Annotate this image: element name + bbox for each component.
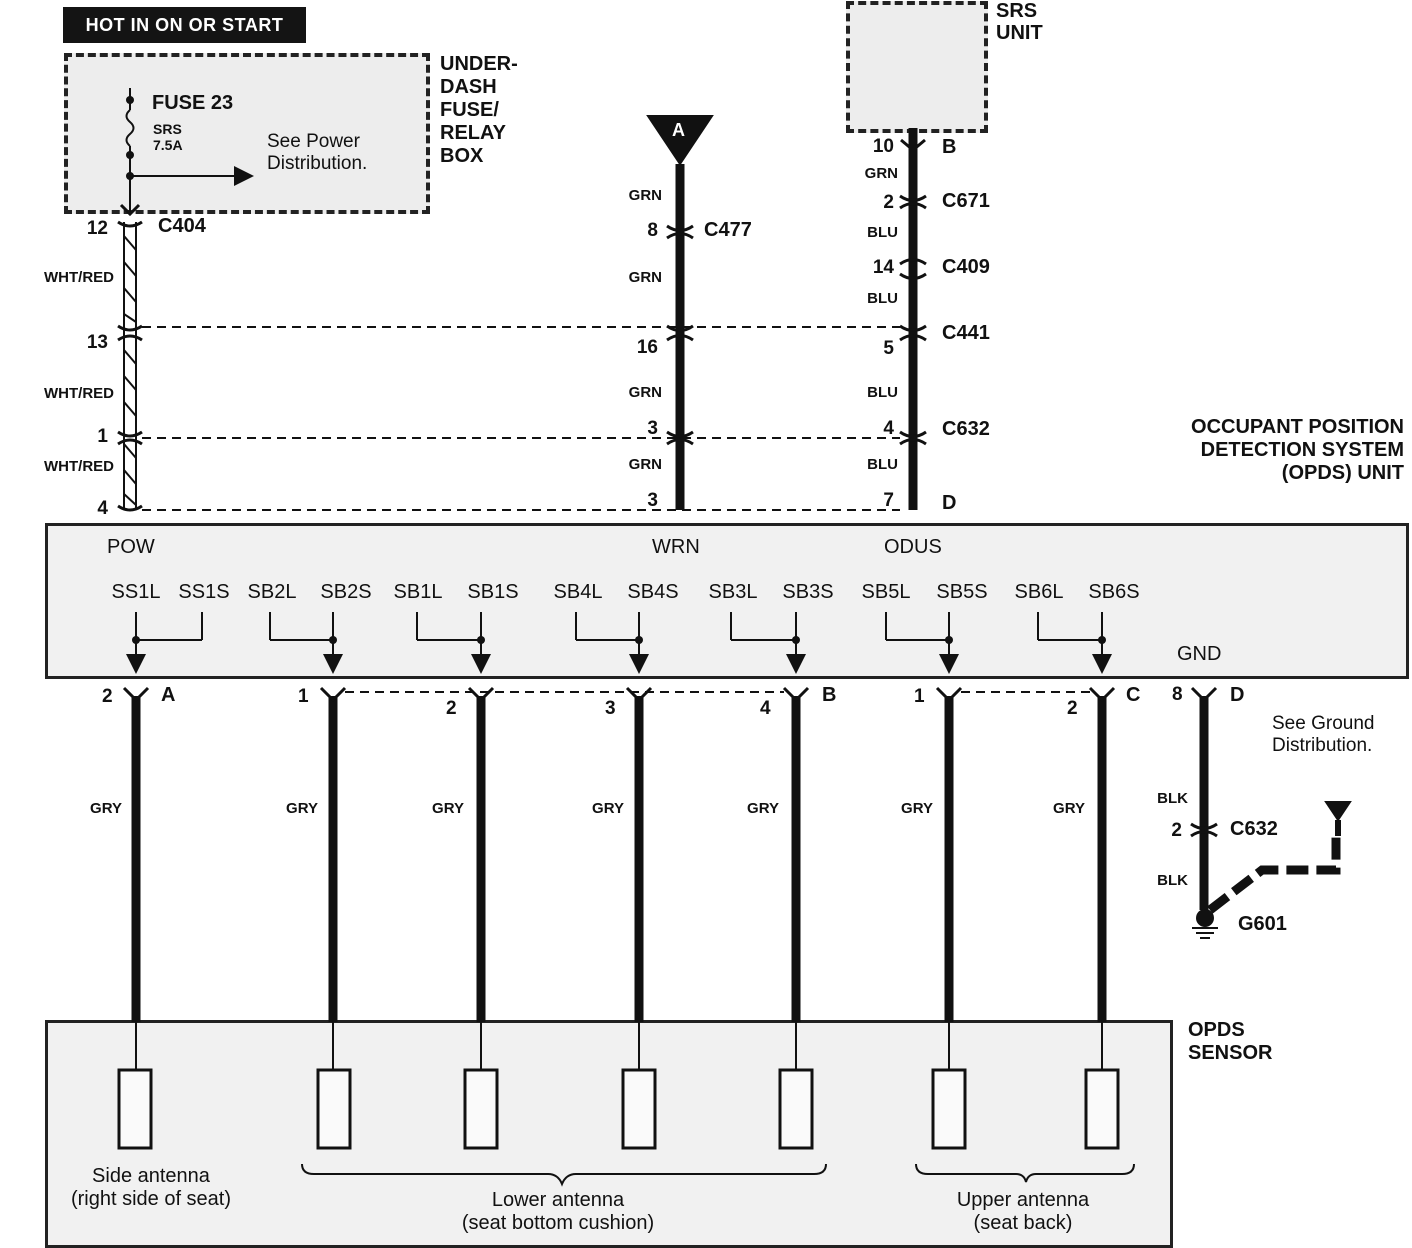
c404-label: C404 [158,215,206,237]
srs-unit-name-line: SRS [996,0,1038,22]
fuse-box-name [440,53,518,168]
ground-pin-2: 2 [1171,820,1182,841]
terminal-sb4l: SB4L [553,581,603,603]
note-line: Distribution. [267,153,368,174]
ground-node [1196,909,1214,927]
opds-sensor-title [1188,1019,1272,1065]
right-pin-14: 14 [872,257,894,278]
terminal-sb6l: SB6L [1014,581,1064,603]
left-wire-color-1: WHT/RED [44,269,114,286]
harness-pin-b2: 2 [446,698,457,719]
right-pin-7: 7 [883,490,894,511]
power-distribution-note [267,131,367,175]
harness-pin-b3: 3 [605,698,616,719]
c632-label-bottom: C632 [1230,818,1278,840]
right-wire-color-5: BLU [867,456,898,473]
note-line: See Power [267,131,360,152]
lower-antenna-label [430,1189,686,1235]
antenna-label-line: Upper antenna [956,1189,1090,1211]
antenna-group-brackets [302,1164,1134,1184]
c441-label: C441 [942,322,990,344]
harness-connector-d: D [1230,684,1245,706]
mid-wire-color-1: GRN [628,187,662,204]
gry-wire-1: GRY [90,800,122,817]
gry-wire-6: GRY [901,800,933,817]
harness-connector-c: C [1126,684,1141,706]
gry-wire-5: GRY [747,800,779,817]
c409-label: C409 [942,256,990,278]
signal-wrn: WRN [652,536,700,558]
fuse-rating: 7.5A [153,137,183,153]
terminal-sb4s: SB4S [627,581,679,603]
antenna-label-line: (seat back) [973,1212,1073,1234]
opds-unit-title-line: (OPDS) UNIT [1281,462,1404,484]
left-connector-marks [118,222,142,510]
left-wire-color-2: WHT/RED [44,385,114,402]
harness-pin-b4: 4 [760,698,771,719]
right-pin-5: 5 [883,338,894,359]
terminal-sb3l: SB3L [708,581,758,603]
fuse-box-name-line: BOX [440,145,484,167]
mid-pin-3b: 3 [647,490,658,511]
terminal-sb5s: SB5S [936,581,988,603]
gnd-label: GND [1177,643,1222,665]
gry-wire-2: GRY [286,800,318,817]
antenna-label-line: (right side of seat) [70,1188,232,1210]
terminal-ss1s: SS1S [178,581,230,603]
mid-wire-color-2: GRN [628,269,662,286]
right-pin-4: 4 [883,418,894,439]
terminal-sb2l: SB2L [247,581,297,603]
mid-pin-3a: 3 [647,418,658,439]
terminal-sb2s: SB2S [320,581,372,603]
antenna-label-line: Side antenna [92,1165,210,1187]
fuse-name: FUSE 23 [152,92,234,114]
gry-sensor-wires [124,688,1114,1022]
fuse-box-name-line: FUSE/ [440,99,499,121]
signal-odus: ODUS [884,536,942,558]
harness-pin-b1: 1 [298,686,309,707]
mid-wire-color-3: GRN [628,384,662,401]
left-pin-1: 1 [97,426,108,447]
terminal-sb5l: SB5L [861,581,911,603]
right-wire-color-3: BLU [867,290,898,307]
fuse-box-name-line: RELAY [440,122,506,144]
srs-unit-name [996,0,1043,44]
wht-red-wire [124,222,136,510]
opds-unit-title-line: OCCUPANT POSITION [1191,416,1404,438]
left-pin-4: 4 [97,498,108,519]
opds-terminal-d-top: D [942,492,957,514]
terminal-sb1l: SB1L [393,581,443,603]
right-wire-color-4: BLU [867,384,898,401]
fuse-box-name-line: UNDER- [440,53,518,75]
note-line: Distribution. [1272,735,1373,756]
srs-terminal-b: B [942,136,957,158]
right-wire-color-1: GRN [864,165,898,182]
fuse-node-top [126,96,134,104]
opds-unit-title-line: DETECTION SYSTEM [1200,439,1404,461]
side-antenna-label [40,1165,262,1211]
right-wire-color-2: BLU [867,224,898,241]
terminal-ss1l: SS1L [111,581,161,603]
right-pin-2: 2 [883,192,894,213]
opds-unit-title [1100,416,1404,485]
ground-wire-color-1: BLK [1157,790,1188,807]
hot-in-on-or-start-label: HOT IN ON OR START [63,7,306,43]
ground-wire-color-2: BLK [1157,872,1188,889]
srs-unit-name-line: UNIT [996,22,1043,44]
g601-label: G601 [1238,913,1287,935]
terminal-sb6s: SB6S [1088,581,1140,603]
c671-label: C671 [942,190,990,212]
fuse-node-branch [126,172,134,180]
signal-pow: POW [107,536,155,558]
connector-a-symbol-label: A [672,120,685,140]
opds-sensor-title-line: SENSOR [1188,1042,1273,1064]
gry-wire-3: GRY [432,800,464,817]
right-pin-10: 10 [872,136,894,157]
left-pin-12: 12 [86,218,108,239]
harness-pin-a2: 2 [102,686,113,707]
connector-shell-dashes-top [142,327,900,510]
antenna-label-line: (seat bottom cushion) [461,1212,655,1234]
opds-internal-wiring [136,612,1102,670]
note-line: See Ground [1272,713,1375,734]
harness-pin-c1: 1 [914,686,925,707]
c632-label-top: C632 [942,418,990,440]
mid-pin-16: 16 [636,337,658,358]
ground-symbol [1192,928,1218,938]
c477-label: C477 [704,219,752,241]
antenna-leads [136,1022,1102,1070]
harness-connector-b: B [822,684,837,706]
opds-sensor-title-line: OPDS [1188,1019,1245,1041]
gry-wire-7: GRY [1053,800,1085,817]
left-pin-13: 13 [86,332,108,353]
terminal-sb3s: SB3S [782,581,834,603]
grn-blu-wire-right [900,128,926,510]
terminal-sb1s: SB1S [467,581,519,603]
fuse-box-name-line: DASH [440,76,497,98]
fuse-node-bottom [126,151,134,159]
fuse-circuit: SRS [153,121,182,137]
harness-connector-a: A [161,684,176,706]
gry-wire-4: GRY [592,800,624,817]
left-wire-color-3: WHT/RED [44,458,114,475]
antenna-elements [119,1070,1118,1148]
ground-distribution-note [1272,713,1374,757]
mid-pin-8: 8 [647,220,658,241]
harness-pin-d8: 8 [1172,684,1183,705]
upper-antenna-label [920,1189,1126,1235]
grn-wire-mid [648,116,712,510]
mid-wire-color-4: GRN [628,456,662,473]
harness-pin-c2: 2 [1067,698,1078,719]
antenna-label-line: Lower antenna [491,1189,625,1211]
